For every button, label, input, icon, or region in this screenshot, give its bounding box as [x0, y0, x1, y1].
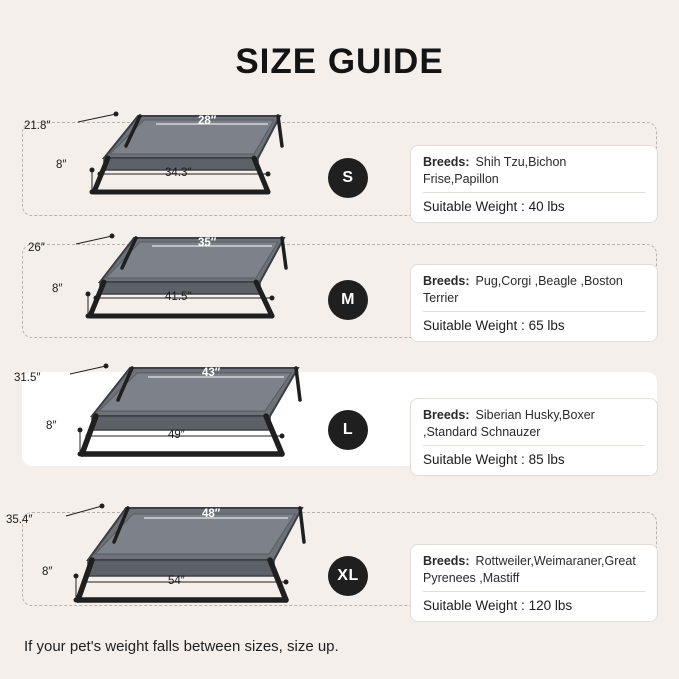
- breeds-line-s: [423, 154, 645, 188]
- top-width-label-xl: 48″: [202, 508, 221, 520]
- height-label-s: 8″: [56, 159, 67, 171]
- size-row-m: [0, 222, 679, 342]
- weight-value-s: 40 lbs: [528, 198, 565, 214]
- breeds-line-xl: [423, 553, 645, 587]
- bed-illustration-s: [24, 100, 320, 220]
- breeds-value-l: Siberian Husky,Boxer ,Standard Schnauzer: [423, 408, 595, 439]
- bed-illustration-xl: [6, 490, 320, 610]
- size-row-s: [0, 100, 679, 220]
- info-panel-m: [410, 264, 658, 342]
- bed-svg-l: [30, 350, 320, 475]
- bed-svg-xl: [30, 490, 320, 620]
- breeds-line-m: [423, 273, 645, 307]
- base-width-label-l: 49″: [168, 429, 185, 441]
- weight-prefix-l: Suitable Weight :: [423, 451, 529, 467]
- depth-label-m: 26″: [28, 242, 45, 254]
- bed-illustration-m: [30, 222, 320, 342]
- breeds-line-l: [423, 407, 645, 441]
- weight-value-l: 85 lbs: [528, 451, 565, 467]
- page-title: SIZE GUIDE: [235, 42, 444, 81]
- size-badge-l: L: [328, 410, 368, 450]
- weight-prefix-m: Suitable Weight :: [423, 317, 529, 333]
- height-label-xl: 8″: [42, 566, 53, 578]
- size-badge-m: M: [328, 280, 368, 320]
- info-panel-s: [410, 145, 658, 223]
- footnote-text: If your pet's weight falls between sizes, size up.: [24, 638, 339, 655]
- depth-label-l: 31.5″: [14, 372, 41, 384]
- weight-value-m: 65 lbs: [528, 317, 565, 333]
- depth-label-xl: 35.4″: [6, 514, 33, 526]
- breeds-label-l: Breeds:: [423, 408, 470, 422]
- info-panel-l: [410, 398, 658, 476]
- top-width-label-m: 35″: [198, 237, 217, 249]
- info-panel-xl: [410, 544, 658, 622]
- base-width-label-s: 34.3″: [165, 167, 192, 179]
- breeds-value-m: Pug,Corgi ,Beagle ,Boston Terrier: [423, 274, 623, 305]
- weight-prefix-xl: Suitable Weight :: [423, 597, 529, 613]
- breeds-label-s: Breeds:: [423, 155, 470, 169]
- depth-label-s: 21.8″: [24, 120, 51, 132]
- weight-line-l: [423, 445, 645, 469]
- bed-svg-s: [30, 100, 310, 220]
- bed-illustration-l: [14, 350, 320, 470]
- weight-line-s: [423, 192, 645, 216]
- size-row-l: [0, 350, 679, 470]
- top-width-label-l: 43″: [202, 367, 221, 379]
- bed-svg-m: [30, 222, 310, 342]
- size-row-xl: [0, 490, 679, 613]
- height-label-l: 8″: [46, 420, 57, 432]
- base-width-label-xl: 54″: [168, 575, 185, 587]
- top-width-label-s: 28″: [198, 115, 217, 127]
- size-badge-xl: XL: [328, 556, 368, 596]
- weight-prefix-s: Suitable Weight :: [423, 198, 529, 214]
- base-width-label-m: 41.5″: [165, 291, 192, 303]
- breeds-value-xl: Rottweiler,Weimaraner,Great Pyrenees ,Mastiff: [423, 554, 636, 585]
- height-label-m: 8″: [52, 283, 63, 295]
- weight-line-xl: [423, 591, 645, 615]
- weight-value-xl: 120 lbs: [528, 597, 573, 613]
- breeds-value-s: Shih Tzu,Bichon Frise,Papillon: [423, 155, 567, 186]
- breeds-label-xl: Breeds:: [423, 554, 470, 568]
- breeds-label-m: Breeds:: [423, 274, 470, 288]
- size-badge-s: S: [328, 158, 368, 198]
- weight-line-m: [423, 311, 645, 335]
